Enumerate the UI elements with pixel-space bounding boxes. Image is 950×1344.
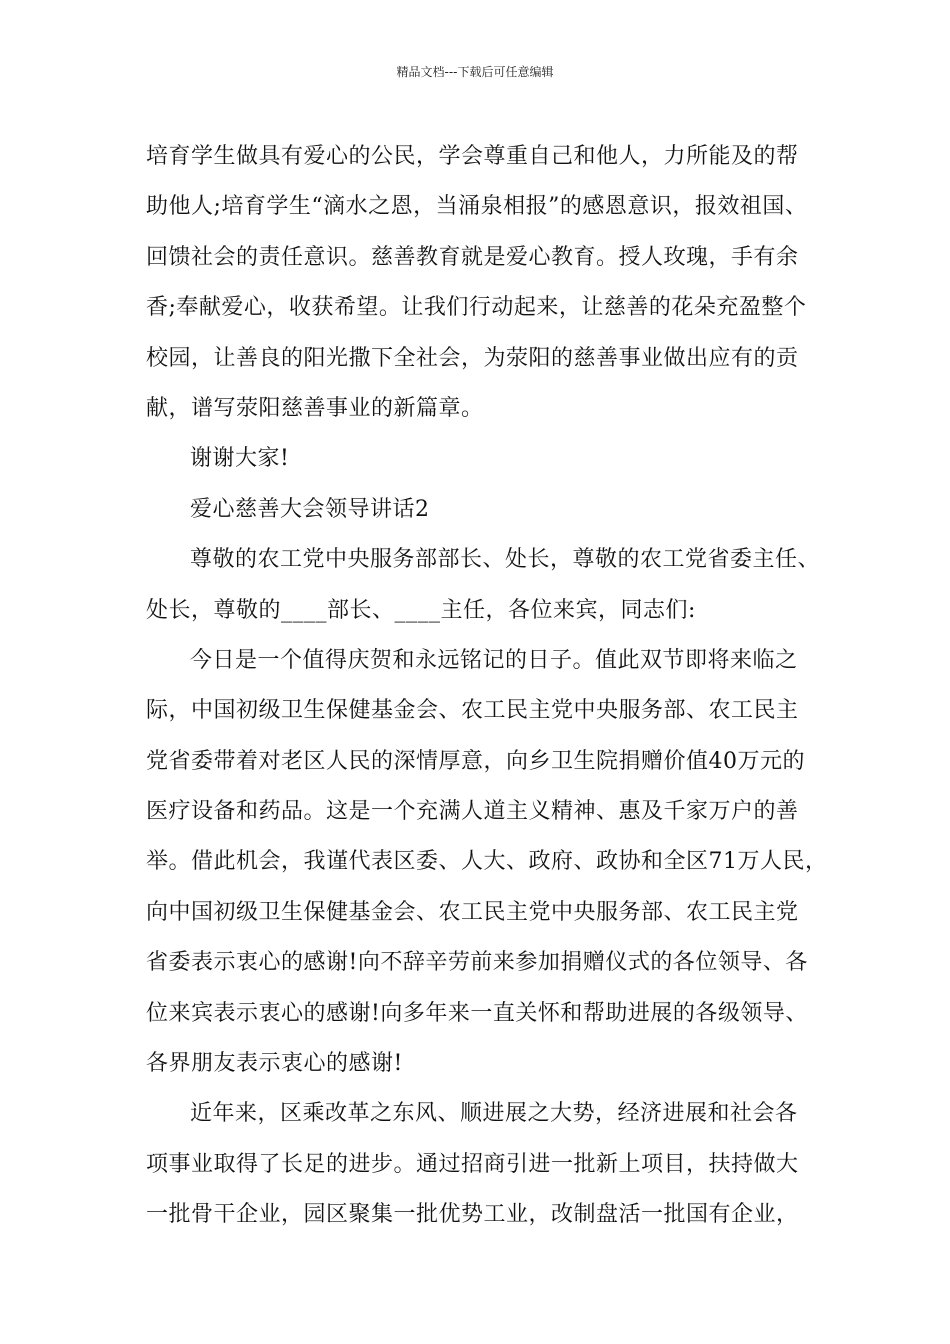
text-line: 献，谱写荥阳慈善事业的新篇章。 [146,395,484,421]
text-line: 际，中国初级卫生保健基金会、农工民主党中央服务部、农工民主 [146,698,799,724]
text-line: 医疗设备和药品。这是一个充满人道主义精神、惠及千家万户的善 [146,799,799,825]
text-line: 校园，让善良的阳光撒下全社会，为荥阳的慈善事业做出应有的贡 [146,345,799,371]
closing-line: 谢谢大家! [190,446,290,472]
text-line: 一批骨干企业，园区聚集一批优势工业，改制盘活一批国有企业， [146,1202,799,1228]
text-line: 党省委带着对老区人民的深情厚意，向乡卫生院捐赠价值40万元的 [146,748,805,774]
text-line: 位来宾表示衷心的感谢!向多年来一直关怀和帮助进展的各级领导、 [146,1000,808,1026]
text-line: 各界朋友表示衷心的感谢! [146,1051,403,1077]
text-line: 项事业取得了长足的进步。通过招商引进一批新上项目，扶持做大 [146,1151,799,1177]
text-line: 向中国初级卫生保健基金会、农工民主党中央服务部、农工民主党 [146,899,799,925]
text-line: 香;奉献爱心，收获希望。让我们行动起来，让慈善的花朵充盈整个 [146,295,807,321]
text-line: 今日是一个值得庆贺和永远铭记的日子。值此双节即将来临之 [190,647,798,673]
section-title: 爱心慈善大会领导讲话2 [190,496,430,522]
document-body [146,132,826,1241]
text-line: 培育学生做具有爱心的公民，学会尊重自己和他人，力所能及的帮 [146,144,799,169]
text-line: 近年来，区乘改革之东风、顺进展之大势，经济进展和社会各 [190,1101,798,1127]
text-line: 助他人;培育学生“滴水之恩，当涌泉相报”的感恩意识，报效祖国、 [146,194,808,220]
salutation-line: 尊敬的农工党中央服务部部长、处长，尊敬的农工党省委主任、 [190,547,821,573]
text-line: 举。借此机会，我谨代表区委、人大、政府、政协和全区71万人民， [146,849,828,875]
salutation-line: 处长，尊敬的____部长、____主任，各位来宾，同志们: [146,597,696,623]
text-line: 回馈社会的责任意识。慈善教育就是爱心教育。授人玫瑰，手有余 [146,244,799,270]
text-line: 省委表示衷心的感谢!向不辞辛劳前来参加捐赠仪式的各位领导、各 [146,950,808,976]
page-header: 精品文档---下载后可任意编辑 [396,65,554,79]
